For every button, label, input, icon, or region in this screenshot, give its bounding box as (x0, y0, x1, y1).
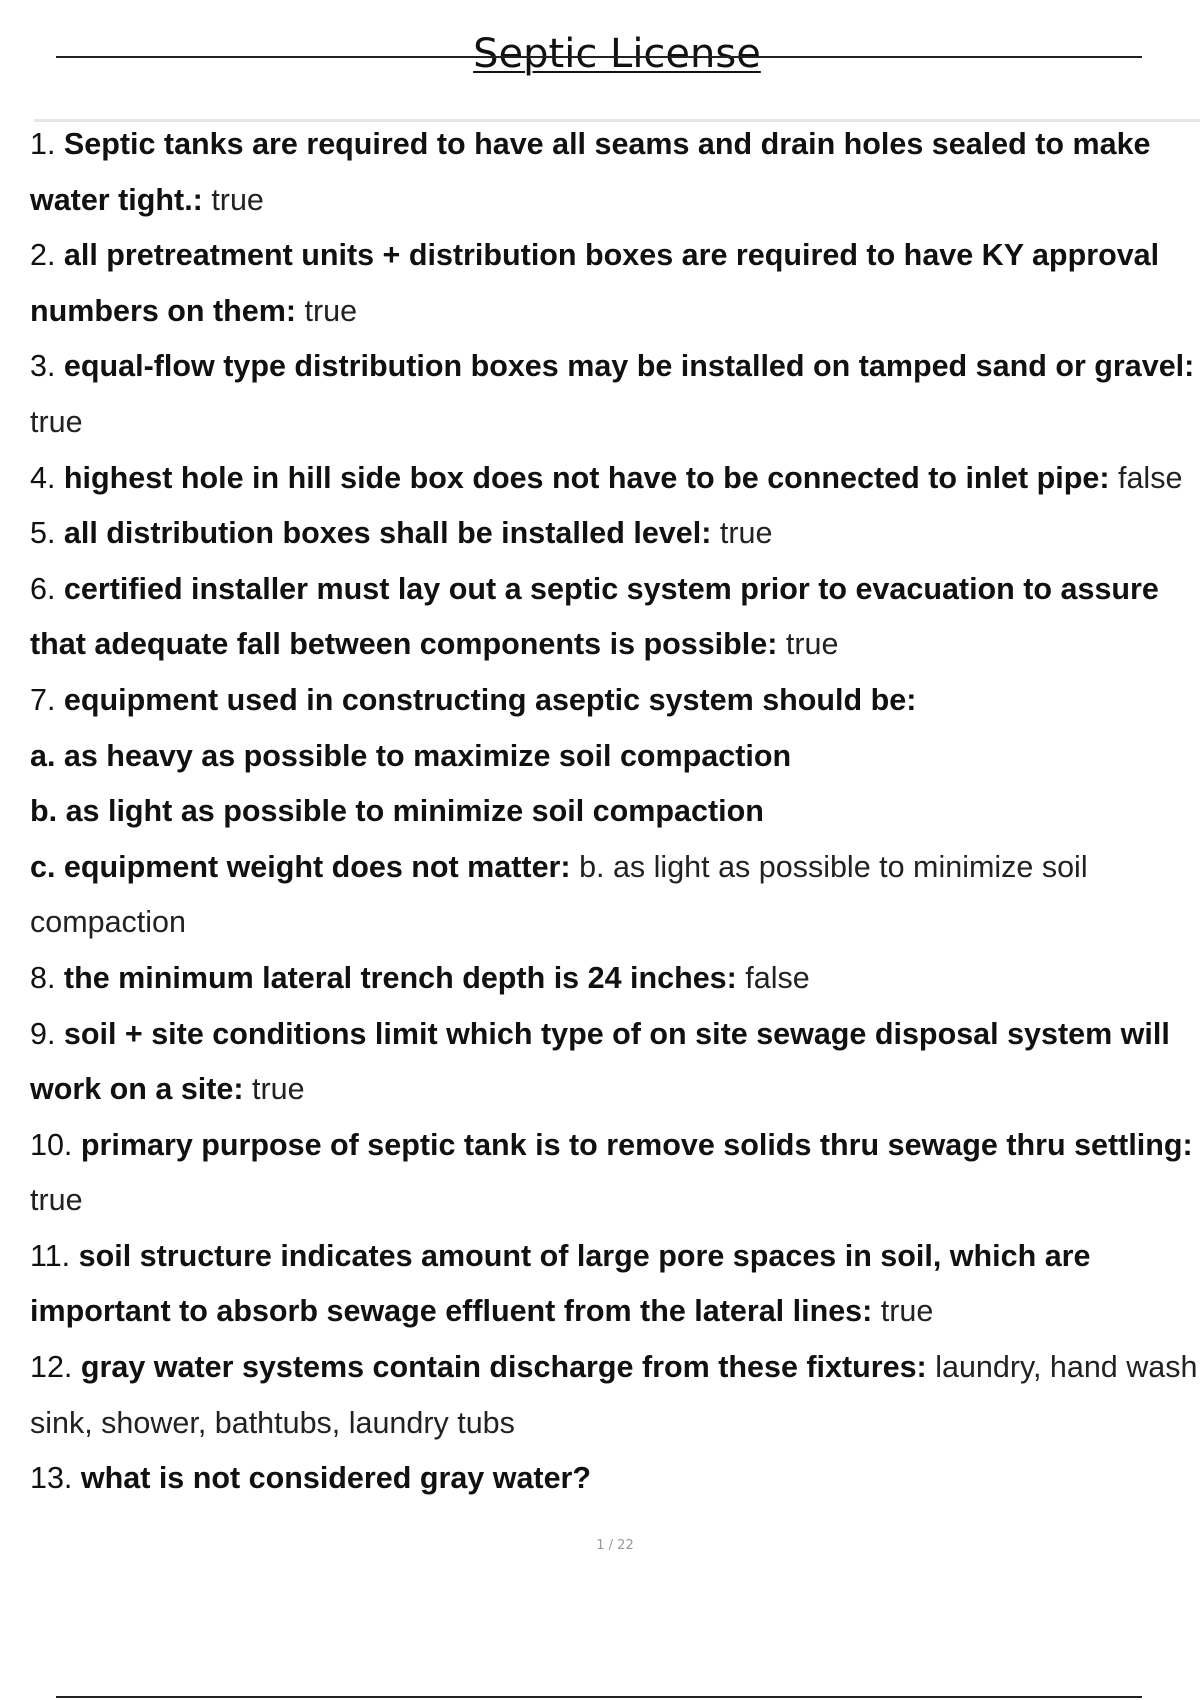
answer-option-a: a. as heavy as possible to maximize soil compaction (30, 738, 792, 773)
question-text: all distribution boxes shall be installed level: (63, 516, 712, 551)
question-number: 3. (30, 349, 56, 384)
question-text: the minimum lateral trench depth is 24 inches: (63, 960, 737, 995)
question-text: highest hole in hill side box does not have to be connected to inlet pipe: (63, 460, 1110, 495)
question-text: equal-flow type distribution boxes may be installed on tamped sand or gravel: (63, 349, 1195, 384)
question-text: primary purpose of septic tank is to remove solids thru sewage thru settling: (80, 1127, 1193, 1162)
question-answer: true (304, 293, 358, 328)
question-number: 2. (30, 238, 56, 273)
question-item-4 (30, 451, 1200, 507)
question-number: 5. (30, 516, 56, 551)
question-text: all pretreatment units + distribution boxes are required to have KY approval numbers on them: (30, 238, 1160, 328)
question-item-10 (30, 1118, 1200, 1229)
document-title: Septic License (473, 30, 761, 77)
question-text: Septic tanks are required to have all seams and drain holes sealed to make water tight.: (30, 127, 1151, 217)
question-item-12 (30, 1340, 1200, 1451)
question-answer: true (880, 1294, 934, 1329)
question-item-5 (30, 506, 1200, 562)
question-text: certified installer must lay out a septic system prior to evacuation to assure that adequate fall between components is possible: (30, 571, 1159, 662)
question-item-6 (30, 562, 1200, 673)
page-indicator: 1 / 22 (596, 1538, 634, 1553)
question-answer: true (30, 1183, 83, 1218)
question-item-13 (30, 1451, 1200, 1507)
title-divider (56, 56, 1142, 58)
question-number: 7. (30, 682, 56, 717)
question-number: 1. (30, 127, 56, 161)
question-text: gray water systems contain discharge from these fixtures: (80, 1350, 927, 1385)
question-answer: true (252, 1072, 305, 1107)
question-number: 9. (30, 1016, 56, 1051)
question-number: 8. (30, 960, 56, 995)
question-answer: true (785, 627, 839, 662)
question-text: soil structure indicates amount of large pore spaces in soil, which are important to absorb sewage effluent from the lateral lines: (30, 1238, 1091, 1329)
question-answer: false (745, 960, 810, 995)
question-answer: false (1117, 460, 1183, 495)
question-text: soil + site conditions limit which type of on site sewage disposal system will work on a site: (30, 1016, 1170, 1107)
question-item-1 (30, 117, 1200, 228)
question-item-11 (30, 1229, 1200, 1340)
question-text: equipment used in constructing aseptic system should be: (63, 682, 917, 717)
question-number: 12. (30, 1350, 73, 1385)
question-number: 6. (30, 571, 56, 606)
question-answer: true (211, 182, 264, 217)
question-item-8 (30, 951, 1200, 1007)
question-number: 11. (30, 1238, 71, 1273)
question-number: 4. (30, 460, 56, 495)
question-answer: true (30, 404, 83, 439)
question-text: what is not considered gray water? (80, 1461, 592, 1496)
question-number: 10. (30, 1127, 73, 1162)
question-item-3 (30, 339, 1200, 450)
answer-option-b: b. as light as possible to minimize soil compaction (30, 794, 764, 829)
footer-divider (56, 1696, 1142, 1698)
question-item-9 (30, 1007, 1200, 1118)
question-answer: laundry, hand wash sink, shower, bathtubs, laundry tubs (30, 1350, 1198, 1440)
question-answer: true (719, 516, 773, 551)
question-item-7 (30, 673, 1200, 951)
question-number: 13. (30, 1461, 73, 1496)
question-item-2 (30, 228, 1200, 339)
question-answer: b. as light as possible to minimize soil compaction (30, 849, 1088, 940)
question-list (30, 117, 1200, 1507)
answer-option-c: c. equipment weight does not matter: (30, 849, 571, 884)
